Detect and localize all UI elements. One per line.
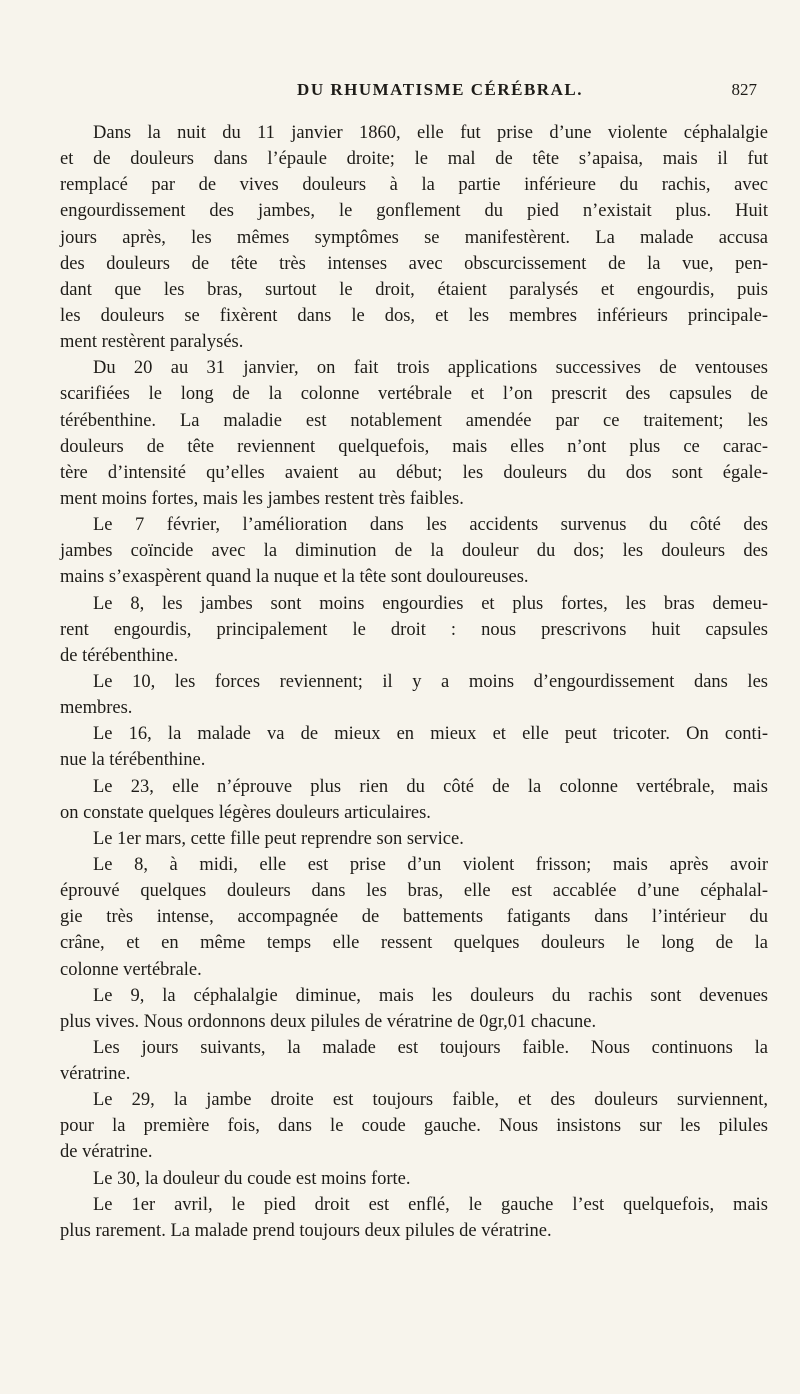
- text-line: rent engourdis, principalement le droit : nous prescrivons huit capsules: [60, 619, 768, 640]
- text-line: mains s’exaspèrent quand la nuque et la tête sont douloureuses.: [60, 567, 529, 588]
- text-line: Le 9, la céphalalgie diminue, mais les douleurs du rachis sont devenues: [93, 985, 768, 1006]
- text-line: Le 1er avril, le pied droit est enflé, le gauche l’est quelquefois, mais: [93, 1194, 768, 1215]
- text-line: Le 7 février, l’amélioration dans les accidents survenus du côté des: [93, 515, 768, 536]
- running-title: DU RHUMATISME CÉRÉBRAL.: [297, 80, 583, 99]
- text-line: douleurs de tête reviennent quelquefois, mais elles n’ont plus ce carac-: [60, 436, 768, 457]
- text-line: nue la térébenthine.: [60, 750, 206, 771]
- text-line: les douleurs se fixèrent dans le dos, et les membres inférieurs principale-: [60, 305, 768, 326]
- text-line: Du 20 au 31 janvier, on fait trois applications successives de ventouses: [93, 358, 768, 379]
- text-line: engourdissement des jambes, le gonflement du pied n’existait plus. Huit: [60, 201, 768, 222]
- text-line: des douleurs de tête très intenses avec obscurcissement de la vue, pen-: [60, 253, 768, 274]
- text-line: plus vives. Nous ordonnons deux pilules de vératrine de 0gr,01 chacune.: [60, 1011, 597, 1032]
- text-line: de térébenthine.: [60, 645, 179, 666]
- text-line: Le 8, à midi, elle est prise d’un violent frisson; mais après avoir: [93, 854, 768, 875]
- text-line: Le 23, elle n’éprouve plus rien du côté de la colonne vertébrale, mais: [93, 776, 768, 797]
- text-line: Dans la nuit du 11 janvier 1860, elle fut prise d’une violente céphalalgie: [93, 123, 768, 143]
- text-line: éprouvé quelques douleurs dans les bras, elle est accablée d’une céphalal-: [60, 881, 768, 902]
- text-line: gie très intense, accompagnée de battements fatigants dans l’intérieur du: [60, 907, 768, 928]
- text-line: scarifiées le long de la colonne vertébrale et l’on prescrit des capsules de: [60, 384, 768, 405]
- text-line: remplacé par de vives douleurs à la partie inférieure du rachis, avec: [60, 175, 768, 196]
- body-text: [60, 120, 768, 1244]
- text-line: Les jours suivants, la malade est toujours faible. Nous continuons la: [93, 1037, 768, 1058]
- text-line: tère d’intensité qu’elles avaient au début; les douleurs du dos sont égale-: [60, 462, 768, 483]
- text-line: plus rarement. La malade prend toujours deux pilules de vératrine.: [60, 1220, 552, 1241]
- text-line: de vératrine.: [60, 1142, 153, 1163]
- text-line: Le 16, la malade va de mieux en mieux et elle peut tricoter. On conti-: [93, 724, 768, 745]
- text-line: pour la première fois, dans le coude gauche. Nous insistons sur les pilules: [60, 1116, 768, 1137]
- text-line: crâne, et en même temps elle ressent quelques douleurs le long de la: [60, 933, 768, 954]
- text-line: jours après, les mêmes symptômes se manifestèrent. La malade accusa: [60, 227, 768, 248]
- text-line: membres.: [60, 698, 133, 719]
- text-line: Le 29, la jambe droite est toujours faible, et des douleurs surviennent,: [93, 1090, 768, 1111]
- text-line: dant que les bras, surtout le droit, étaient paralysés et engourdis, puis: [60, 279, 768, 300]
- text-line: colonne vertébrale.: [60, 959, 202, 980]
- text-line: térébenthine. La maladie est notablement amendée par ce traitement; les: [60, 410, 768, 431]
- text-line: Le 1er mars, cette fille peut reprendre son service.: [93, 828, 464, 849]
- text-line: jambes coïncide avec la diminution de la douleur du dos; les douleurs des: [60, 541, 768, 562]
- text-line: vératrine.: [60, 1064, 131, 1085]
- text-line: Le 10, les forces reviennent; il y a moins d’engourdissement dans les: [93, 671, 768, 692]
- page-number: 827: [731, 80, 757, 99]
- text-line: et de douleurs dans l’épaule droite; le mal de tête s’apaisa, mais il fut: [60, 149, 768, 170]
- text-line: ment restèrent paralysés.: [60, 332, 244, 353]
- text-line: ment moins fortes, mais les jambes restent très faibles.: [60, 488, 464, 509]
- text-line: on constate quelques légères douleurs articulaires.: [60, 802, 431, 823]
- text-line: Le 8, les jambes sont moins engourdies et plus fortes, les bras demeu-: [93, 593, 768, 614]
- page-header: [190, 80, 790, 108]
- text-line: Le 30, la douleur du coude est moins forte.: [93, 1168, 411, 1189]
